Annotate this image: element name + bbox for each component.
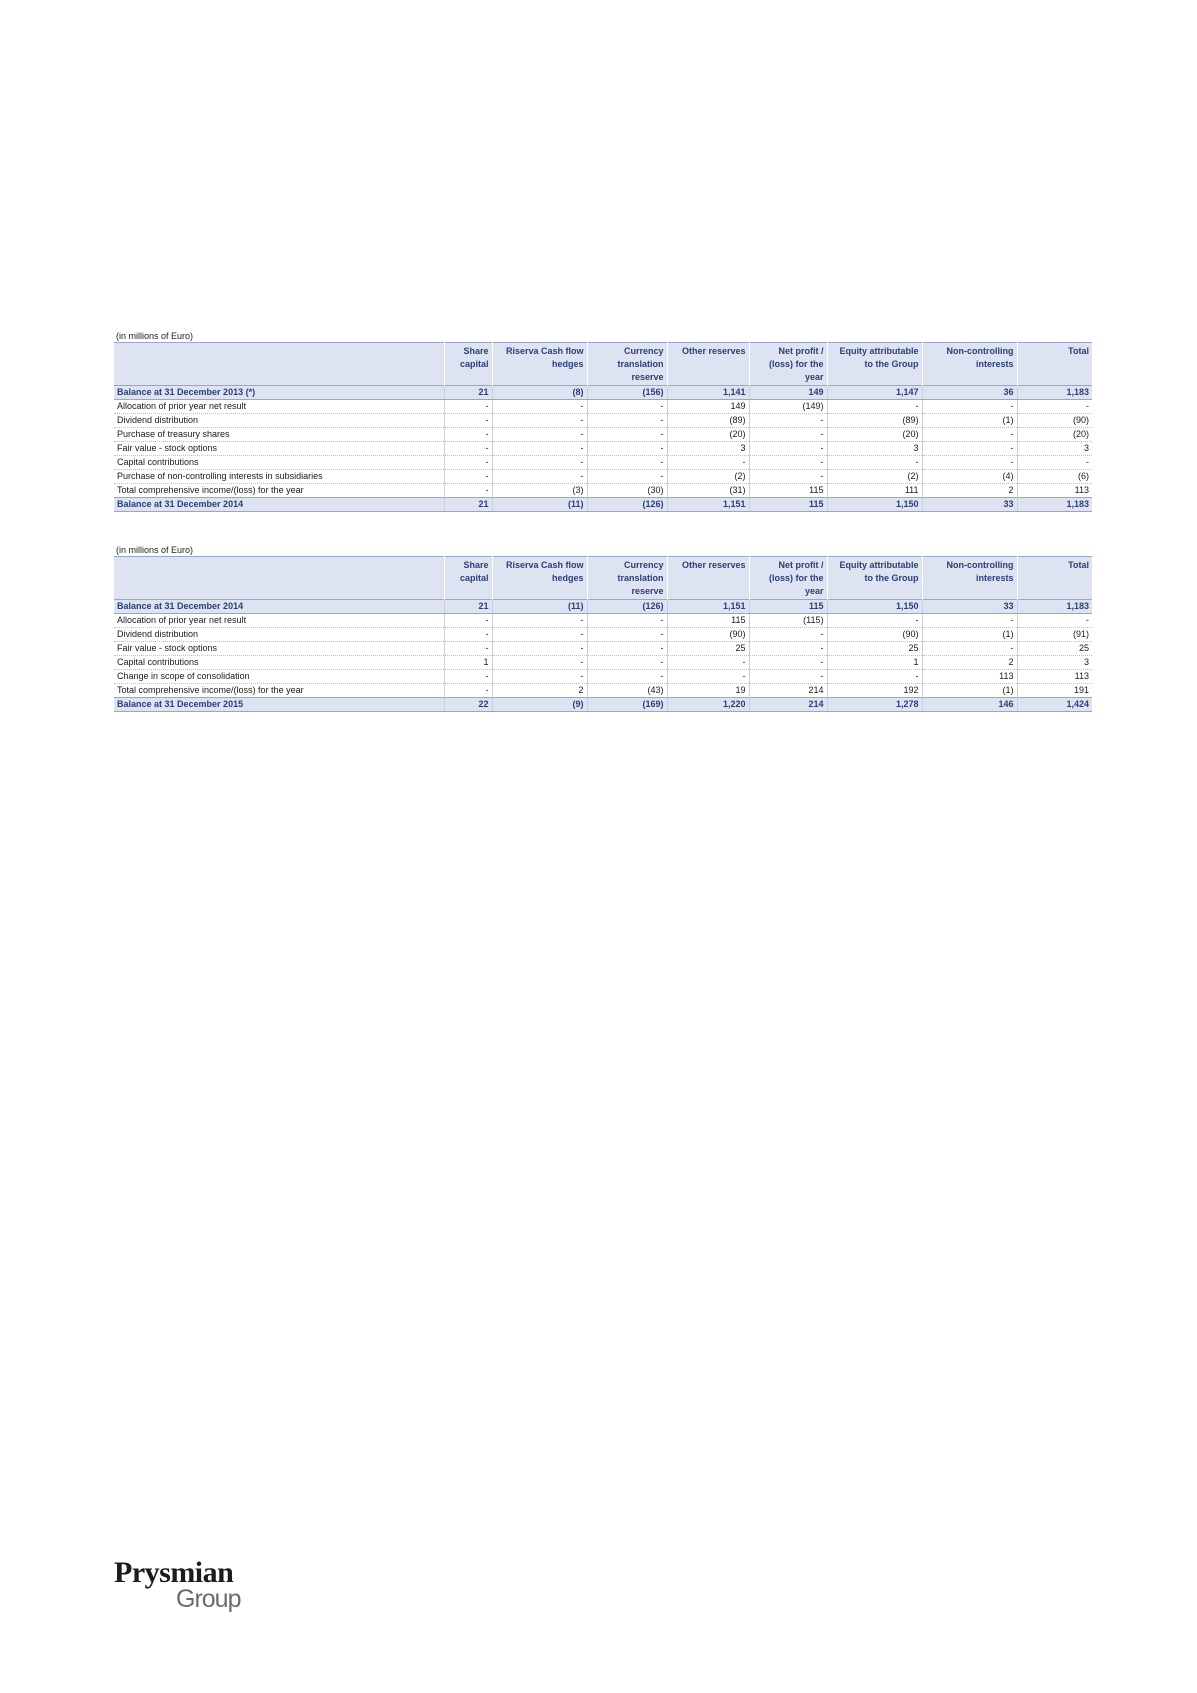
value-cell: - <box>587 470 667 484</box>
value-cell: 115 <box>667 614 749 628</box>
value-cell: 1 <box>827 656 922 670</box>
value-cell: (90) <box>667 628 749 642</box>
row-label: Allocation of prior year net result <box>114 400 444 414</box>
value-cell: (149) <box>749 400 827 414</box>
row-label: Total comprehensive income/(loss) for the year <box>114 484 444 498</box>
value-cell: - <box>667 456 749 470</box>
value-cell: 146 <box>922 698 1017 712</box>
value-cell: - <box>667 656 749 670</box>
value-cell: (20) <box>1017 428 1092 442</box>
value-cell: - <box>749 670 827 684</box>
value-cell: - <box>749 628 827 642</box>
value-cell: 115 <box>749 484 827 498</box>
value-cell: - <box>749 656 827 670</box>
table-row <box>114 670 1092 684</box>
value-cell: - <box>587 628 667 642</box>
column-header: Riserva Cash flow hedges <box>492 343 587 386</box>
column-header-label <box>114 557 444 600</box>
value-cell: - <box>444 484 492 498</box>
value-cell: (1) <box>922 414 1017 428</box>
prysmian-group-logo <box>114 1557 264 1613</box>
column-header: Net profit / (loss) for the year <box>749 557 827 600</box>
unit-note: (in millions of Euro) <box>116 545 194 555</box>
value-cell: - <box>922 442 1017 456</box>
table-row <box>114 456 1092 470</box>
value-cell: - <box>492 456 587 470</box>
value-cell: - <box>749 442 827 456</box>
value-cell: - <box>444 684 492 698</box>
value-cell: - <box>587 656 667 670</box>
row-label: Balance at 31 December 2013 (*) <box>114 386 444 400</box>
value-cell: - <box>444 428 492 442</box>
value-cell: 1,151 <box>667 498 749 512</box>
table-row <box>114 484 1092 498</box>
value-cell: - <box>444 442 492 456</box>
row-label: Purchase of treasury shares <box>114 428 444 442</box>
value-cell: (169) <box>587 698 667 712</box>
value-cell: 22 <box>444 698 492 712</box>
balance-row <box>114 698 1092 712</box>
row-label: Change in scope of consolidation <box>114 670 444 684</box>
value-cell: 115 <box>749 498 827 512</box>
value-cell: 1,220 <box>667 698 749 712</box>
value-cell: 1,150 <box>827 498 922 512</box>
row-label: Fair value - stock options <box>114 442 444 456</box>
value-cell: - <box>587 414 667 428</box>
value-cell: 2 <box>922 484 1017 498</box>
table-body <box>114 386 1092 512</box>
value-cell: 1,150 <box>827 600 922 614</box>
value-cell: (89) <box>827 414 922 428</box>
balance-row <box>114 386 1092 400</box>
row-label: Fair value - stock options <box>114 642 444 656</box>
value-cell: (11) <box>492 600 587 614</box>
value-cell: 113 <box>1017 484 1092 498</box>
column-header: Share capital <box>444 557 492 600</box>
row-label: Balance at 31 December 2015 <box>114 698 444 712</box>
value-cell: 3 <box>667 442 749 456</box>
value-cell: 3 <box>1017 656 1092 670</box>
row-label: Capital contributions <box>114 456 444 470</box>
value-cell: 1,424 <box>1017 698 1092 712</box>
value-cell: - <box>827 400 922 414</box>
value-cell: (156) <box>587 386 667 400</box>
value-cell: (43) <box>587 684 667 698</box>
value-cell: 115 <box>749 600 827 614</box>
header-row <box>114 557 1092 600</box>
value-cell: (20) <box>667 428 749 442</box>
value-cell: (20) <box>827 428 922 442</box>
value-cell: 214 <box>749 698 827 712</box>
value-cell: - <box>492 656 587 670</box>
value-cell: 214 <box>749 684 827 698</box>
row-label: Purchase of non-controlling interests in subsidiaries <box>114 470 444 484</box>
value-cell: (126) <box>587 600 667 614</box>
value-cell: 111 <box>827 484 922 498</box>
value-cell: - <box>492 670 587 684</box>
value-cell: - <box>444 670 492 684</box>
value-cell: 1,183 <box>1017 498 1092 512</box>
table-row <box>114 614 1092 628</box>
value-cell: 149 <box>667 400 749 414</box>
value-cell: - <box>827 614 922 628</box>
column-header: Non-controlling interests <box>922 343 1017 386</box>
value-cell: - <box>587 442 667 456</box>
table-row <box>114 642 1092 656</box>
value-cell: - <box>492 414 587 428</box>
value-cell: (11) <box>492 498 587 512</box>
table-row <box>114 442 1092 456</box>
equity-table-2014 <box>114 330 1092 512</box>
table-body <box>114 600 1092 712</box>
table-row <box>114 628 1092 642</box>
table-row <box>114 470 1092 484</box>
value-cell: 21 <box>444 600 492 614</box>
column-header: Net profit / (loss) for the year <box>749 343 827 386</box>
value-cell: (1) <box>922 628 1017 642</box>
row-label: Total comprehensive income/(loss) for the year <box>114 684 444 698</box>
value-cell: - <box>827 670 922 684</box>
value-cell: - <box>749 428 827 442</box>
value-cell: - <box>749 456 827 470</box>
value-cell: - <box>492 400 587 414</box>
logo-subtitle: Group <box>176 1585 241 1613</box>
header-row <box>114 343 1092 386</box>
value-cell: 36 <box>922 386 1017 400</box>
value-cell: 3 <box>827 442 922 456</box>
column-header: Equity attributable to the Group <box>827 557 922 600</box>
value-cell: - <box>587 670 667 684</box>
value-cell: - <box>444 642 492 656</box>
value-cell: - <box>444 614 492 628</box>
column-header: Currency translation reserve <box>587 343 667 386</box>
column-header: Other reserves <box>667 343 749 386</box>
value-cell: 19 <box>667 684 749 698</box>
value-cell: - <box>587 400 667 414</box>
value-cell: - <box>1017 456 1092 470</box>
row-label: Allocation of prior year net result <box>114 614 444 628</box>
value-cell: 1,183 <box>1017 386 1092 400</box>
row-label: Dividend distribution <box>114 414 444 428</box>
value-cell: (31) <box>667 484 749 498</box>
table-row <box>114 684 1092 698</box>
column-header: Other reserves <box>667 557 749 600</box>
value-cell: - <box>444 628 492 642</box>
value-cell: - <box>1017 400 1092 414</box>
value-cell: 21 <box>444 386 492 400</box>
value-cell: - <box>587 614 667 628</box>
value-cell: (115) <box>749 614 827 628</box>
value-cell: 21 <box>444 498 492 512</box>
value-cell: 1,141 <box>667 386 749 400</box>
row-label: Capital contributions <box>114 656 444 670</box>
value-cell: (2) <box>667 470 749 484</box>
value-cell: 25 <box>1017 642 1092 656</box>
balance-row <box>114 600 1092 614</box>
table-row <box>114 656 1092 670</box>
value-cell: (3) <box>492 484 587 498</box>
value-cell: - <box>444 414 492 428</box>
value-cell: 25 <box>667 642 749 656</box>
value-cell: 1,151 <box>667 600 749 614</box>
column-header: Non-controlling interests <box>922 557 1017 600</box>
value-cell: 113 <box>1017 670 1092 684</box>
equity-table-2015 <box>114 544 1092 712</box>
value-cell: (30) <box>587 484 667 498</box>
value-cell: - <box>922 614 1017 628</box>
value-cell: 149 <box>749 386 827 400</box>
value-cell: 1,183 <box>1017 600 1092 614</box>
row-label: Dividend distribution <box>114 628 444 642</box>
value-cell: 33 <box>922 600 1017 614</box>
column-header-label <box>114 343 444 386</box>
value-cell: (90) <box>1017 414 1092 428</box>
value-cell: (4) <box>922 470 1017 484</box>
value-cell: 192 <box>827 684 922 698</box>
column-header: Total <box>1017 557 1092 600</box>
column-header: Currency translation reserve <box>587 557 667 600</box>
equity-statement-table <box>114 556 1092 712</box>
value-cell: - <box>444 400 492 414</box>
value-cell: - <box>749 642 827 656</box>
row-label: Balance at 31 December 2014 <box>114 498 444 512</box>
value-cell: 2 <box>922 656 1017 670</box>
value-cell: - <box>492 614 587 628</box>
value-cell: 1 <box>444 656 492 670</box>
value-cell: 3 <box>1017 442 1092 456</box>
value-cell: - <box>587 428 667 442</box>
value-cell: (9) <box>492 698 587 712</box>
value-cell: 1,147 <box>827 386 922 400</box>
value-cell: 25 <box>827 642 922 656</box>
value-cell: - <box>492 470 587 484</box>
value-cell: - <box>922 456 1017 470</box>
unit-note: (in millions of Euro) <box>116 331 194 341</box>
value-cell: (91) <box>1017 628 1092 642</box>
value-cell: - <box>922 428 1017 442</box>
value-cell: - <box>492 428 587 442</box>
table-row <box>114 414 1092 428</box>
column-header: Share capital <box>444 343 492 386</box>
value-cell: - <box>667 670 749 684</box>
logo-wordmark: Prysmian <box>114 1556 234 1589</box>
value-cell: (2) <box>827 470 922 484</box>
value-cell: 191 <box>1017 684 1092 698</box>
balance-row <box>114 498 1092 512</box>
column-header: Total <box>1017 343 1092 386</box>
value-cell: - <box>827 456 922 470</box>
value-cell: - <box>492 442 587 456</box>
value-cell: (6) <box>1017 470 1092 484</box>
value-cell: - <box>922 400 1017 414</box>
value-cell: (126) <box>587 498 667 512</box>
value-cell: - <box>587 456 667 470</box>
equity-statement-table <box>114 342 1092 512</box>
value-cell: (8) <box>492 386 587 400</box>
value-cell: - <box>492 628 587 642</box>
value-cell: - <box>444 470 492 484</box>
value-cell: - <box>492 642 587 656</box>
column-header: Riserva Cash flow hedges <box>492 557 587 600</box>
table-row <box>114 428 1092 442</box>
value-cell: 33 <box>922 498 1017 512</box>
value-cell: (1) <box>922 684 1017 698</box>
value-cell: 1,278 <box>827 698 922 712</box>
value-cell: 2 <box>492 684 587 698</box>
value-cell: (90) <box>827 628 922 642</box>
value-cell: - <box>749 414 827 428</box>
value-cell: - <box>922 642 1017 656</box>
column-header: Equity attributable to the Group <box>827 343 922 386</box>
value-cell: - <box>587 642 667 656</box>
value-cell: (89) <box>667 414 749 428</box>
value-cell: - <box>749 470 827 484</box>
value-cell: 113 <box>922 670 1017 684</box>
value-cell: - <box>1017 614 1092 628</box>
row-label: Balance at 31 December 2014 <box>114 600 444 614</box>
table-row <box>114 400 1092 414</box>
value-cell: - <box>444 456 492 470</box>
